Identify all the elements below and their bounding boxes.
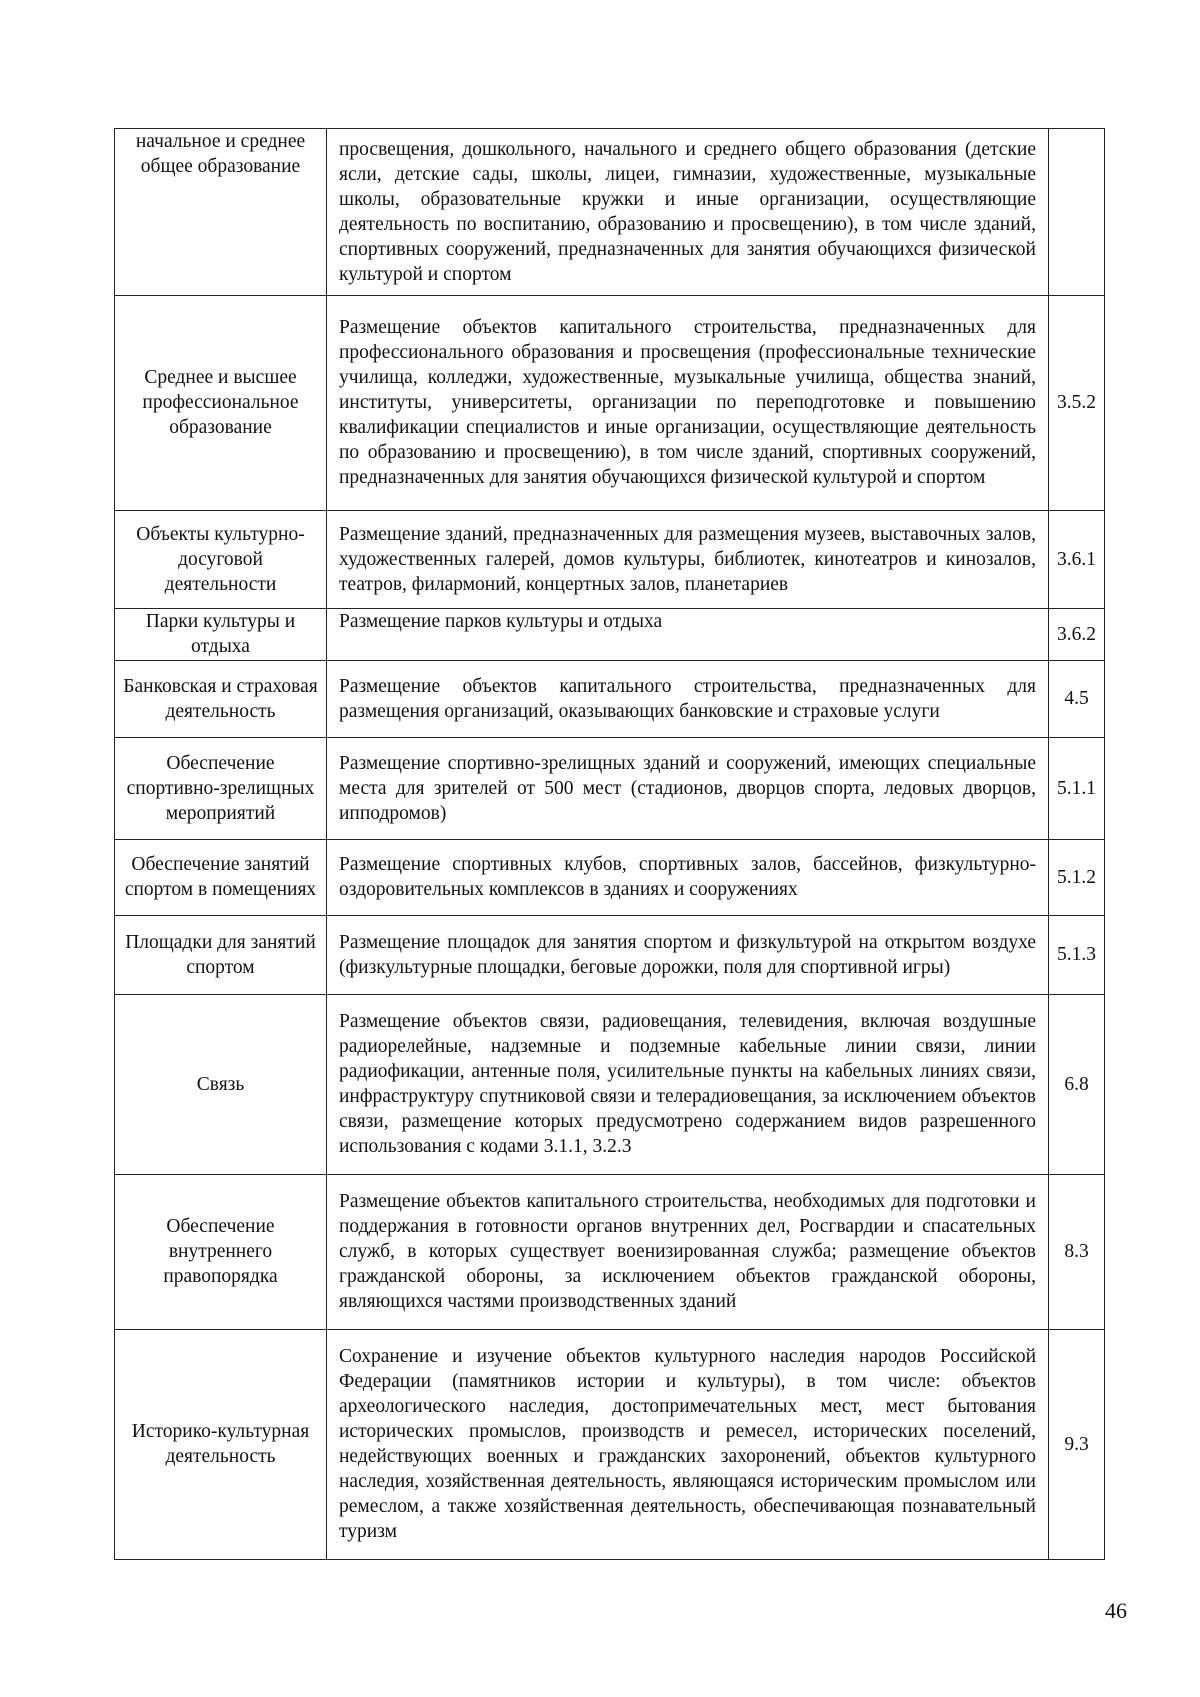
page-number: 46	[1105, 1598, 1127, 1623]
use-description-cell: Размещение объектов связи, радиовещания, телевидения, включая воздушные радиорелейные, надземные и подземные кабельные линии связи, линии радиофикации, антенные поля, усилительные пункты на кабельных линиях связи, инфраструктуру спутниковой связи и телерадиовещания, за исключением объектов связи, размещение которых предусмотрено содержанием видов разрешенного использования с кодами 3.1.1, 3.2.3	[327, 995, 1049, 1175]
use-description-cell: Размещение объектов капитального строительства, необходимых для подготовки и поддержания в готовности органов внутренних дел, Росгвардии и спасательных служб, в которых существует военизированная служба; размещение объектов гражданской обороны, за исключением объектов гражданской обороны, являющихся частями производственных зданий	[327, 1175, 1049, 1330]
table-row	[115, 1330, 1105, 1560]
use-description-cell: Размещение объектов капитального строительства, предназначенных для размещения организаций, оказывающих банковские и страховые услуги	[327, 661, 1049, 738]
table-row	[115, 296, 1105, 511]
table-row	[115, 661, 1105, 738]
table-row	[115, 995, 1105, 1175]
use-code-cell: 8.3	[1049, 1175, 1105, 1330]
use-name-cell: Банковская и страховая деятельность	[115, 661, 327, 738]
use-name-cell: Объекты культурно-досуговой деятельности	[115, 511, 327, 609]
table-row	[115, 609, 1105, 661]
use-code-cell: 3.6.1	[1049, 511, 1105, 609]
use-description-cell: Размещение спортивных клубов, спортивных залов, бассейнов, физкультурно-оздоровительных комплексов в зданиях и сооружениях	[327, 840, 1049, 916]
use-name-cell: Связь	[115, 995, 327, 1175]
use-code-cell: 4.5	[1049, 661, 1105, 738]
use-code-cell: 5.1.1	[1049, 738, 1105, 840]
table-row	[115, 129, 1105, 296]
use-name-cell: Среднее и высшее профессиональное образование	[115, 296, 327, 511]
table-row	[115, 511, 1105, 609]
use-description-cell: Размещение спортивно-зрелищных зданий и сооружений, имеющих специальные места для зрителей от 500 мест (стадионов, дворцов спорта, ледовых дворцов, ипподромов)	[327, 738, 1049, 840]
use-code-cell: 3.6.2	[1049, 609, 1105, 661]
use-description-cell: Размещение зданий, предназначенных для размещения музеев, выставочных залов, художественных галерей, домов культуры, библиотек, кинотеатров и кинозалов, театров, филармоний, концертных залов, планетариев	[327, 511, 1049, 609]
table-row	[115, 916, 1105, 995]
use-name-cell: Историко-культурная деятельность	[115, 1330, 327, 1560]
use-code-cell: 6.8	[1049, 995, 1105, 1175]
use-code-cell	[1049, 129, 1105, 296]
table-row	[115, 1175, 1105, 1330]
use-code-cell: 5.1.2	[1049, 840, 1105, 916]
table-row	[115, 840, 1105, 916]
table-row	[115, 738, 1105, 840]
use-name-cell: начальное и среднее общее образование	[115, 129, 327, 296]
use-description-cell: Сохранение и изучение объектов культурного наследия народов Российской Федерации (памятников истории и культуры), в том числе: объектов археологического наследия, достопримечательных мест, мест бытования исторических промыслов, производств и ремесел, исторических поселений, недействующих военных и гражданских захоронений, объектов культурного наследия, хозяйственная деятельность, являющаяся историческим промыслом или ремеслом, а также хозяйственная деятельность, обеспечивающая познавательный туризм	[327, 1330, 1049, 1560]
land-use-table	[114, 128, 1105, 1560]
use-name-cell: Парки культуры и отдыха	[115, 609, 327, 661]
use-code-cell: 9.3	[1049, 1330, 1105, 1560]
use-description-cell: Размещение площадок для занятия спортом и физкультурой на открытом воздухе (физкультурные площадки, беговые дорожки, поля для спортивной игры)	[327, 916, 1049, 995]
use-code-cell: 3.5.2	[1049, 296, 1105, 511]
use-name-cell: Площадки для занятий спортом	[115, 916, 327, 995]
use-code-cell: 5.1.3	[1049, 916, 1105, 995]
use-description-cell: просвещения, дошкольного, начального и среднего общего образования (детские ясли, детские сады, школы, лицеи, гимназии, художественные, музыкальные школы, образовательные кружки и иные организации, осуществляющие деятельность по воспитанию, образованию и просвещению), в том числе зданий, спортивных сооружений, предназначенных для занятия обучающихся физической культурой и спортом	[327, 129, 1049, 296]
use-name-cell: Обеспечение занятий спортом в помещениях	[115, 840, 327, 916]
use-description-cell: Размещение объектов капитального строительства, предназначенных для профессионального образования и просвещения (профессиональные технические училища, колледжи, художественные, музыкальные училища, общества знаний, институты, университеты, организации по переподготовке и повышению квалификации специалистов и иные организации, осуществляющие деятельность по образованию и просвещению), в том числе зданий, спортивных сооружений, предназначенных для занятия обучающихся физической культурой и спортом	[327, 296, 1049, 511]
use-name-cell: Обеспечение внутреннего правопорядка	[115, 1175, 327, 1330]
use-description-cell: Размещение парков культуры и отдыха	[327, 609, 1049, 661]
use-name-cell: Обеспечение спортивно-зрелищных мероприятий	[115, 738, 327, 840]
